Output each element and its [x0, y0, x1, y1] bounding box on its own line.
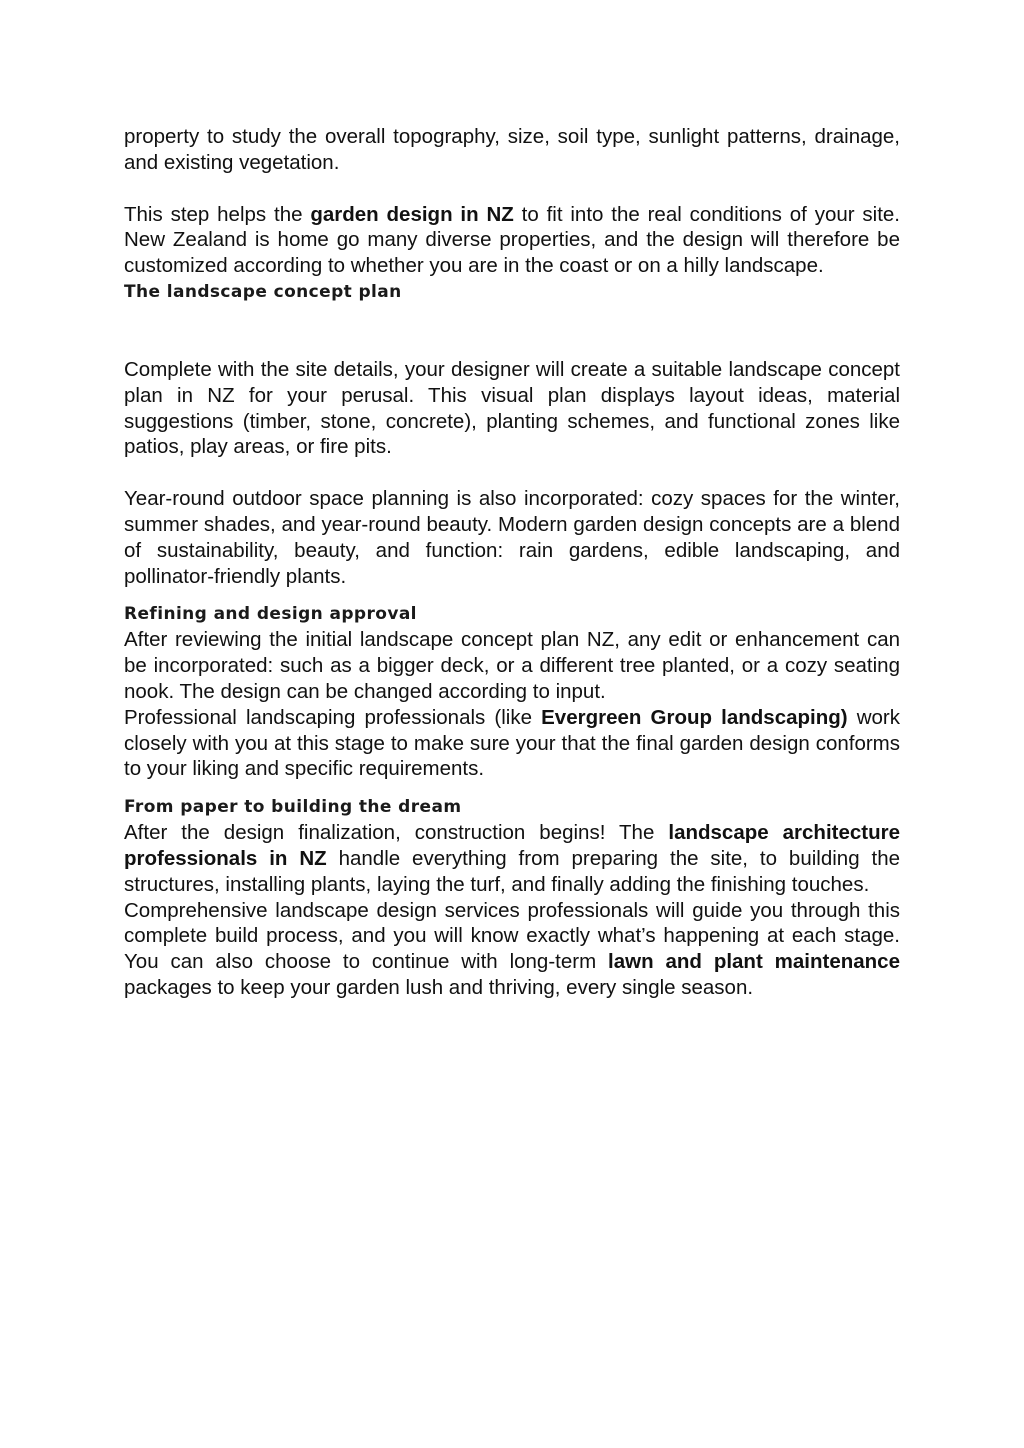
comprehensive-text-2: packages to keep your garden lush and thriving, every single season.	[124, 975, 754, 999]
reviewing-paragraph	[124, 627, 900, 704]
site-conditions-text-1: This step helps the	[124, 202, 311, 226]
lawn-maintenance-bold: lawn and plant maintenance	[608, 950, 900, 974]
professionals-paragraph	[124, 705, 900, 782]
site-study-paragraph	[124, 124, 900, 176]
comprehensive-text-1: Comprehensive landscape design services professionals will guide you through this complete build process, and you will know exactly what’s happening at each stage. You can also choose to continue with long-term	[124, 898, 900, 974]
heading-landscape-concept-plan: The landscape concept plan	[124, 281, 402, 302]
year-round-paragraph	[124, 486, 900, 589]
professionals-text-2: work closely with you at this stage to make sure your that the final garden design conforms to your liking and specific requirements.	[124, 705, 901, 781]
construction-paragraph	[124, 820, 900, 897]
site-conditions-text-2: to fit into the real conditions of your site. New Zealand is home go many diverse properties, and the design will therefore be customized according to whether you are in the coast or on a hilly landscape.	[124, 202, 901, 278]
comprehensive-paragraph	[124, 898, 900, 1001]
heading-paper-to-building: From paper to building the dream	[124, 797, 462, 818]
concept-plan-text: Complete with the site details, your designer will create a suitable landscape concept plan in NZ for your perusal. This visual plan displays layout ideas, material suggestions (timber, stone, concrete), planting schemes, and functional zones like patios, play areas, or fire pits.	[124, 357, 900, 459]
construction-text-1: After the design finalization, construction begins! The	[124, 821, 669, 845]
professionals-text-1: Professional landscaping professionals (like	[124, 705, 542, 729]
construction-text-2: handle everything from preparing the site, to building the structures, installing plants, laying the turf, and finally adding the finishing touches.	[124, 846, 901, 896]
site-conditions-paragraph	[124, 202, 900, 279]
garden-design-nz-bold: garden design in NZ	[310, 202, 514, 226]
heading-refining-approval: Refining and design approval	[124, 604, 417, 625]
evergreen-group-bold: Evergreen Group landscaping)	[541, 705, 848, 729]
site-study-text: property to study the overall topography, size, soil type, sunlight patterns, drainage, and existing vegetation.	[124, 125, 900, 174]
year-round-text: Year-round outdoor space planning is also incorporated: cozy spaces for the winter, summer shades, and year-round beauty. Modern garden design concepts are a blend of sustainability, beauty, and function: rain gardens, edible landscaping, and pollinator-friendly plants.	[124, 487, 900, 588]
landscape-architecture-bold: landscape architecture professionals in NZ	[124, 821, 900, 870]
concept-plan-paragraph	[124, 357, 900, 460]
document-page	[124, 124, 900, 1001]
reviewing-text: After reviewing the initial landscape concept plan NZ, any edit or enhancement can be incorporated: such as a bigger deck, or a different tree planted, or a cozy seating nook. The design can be changed according to input.	[124, 628, 900, 703]
